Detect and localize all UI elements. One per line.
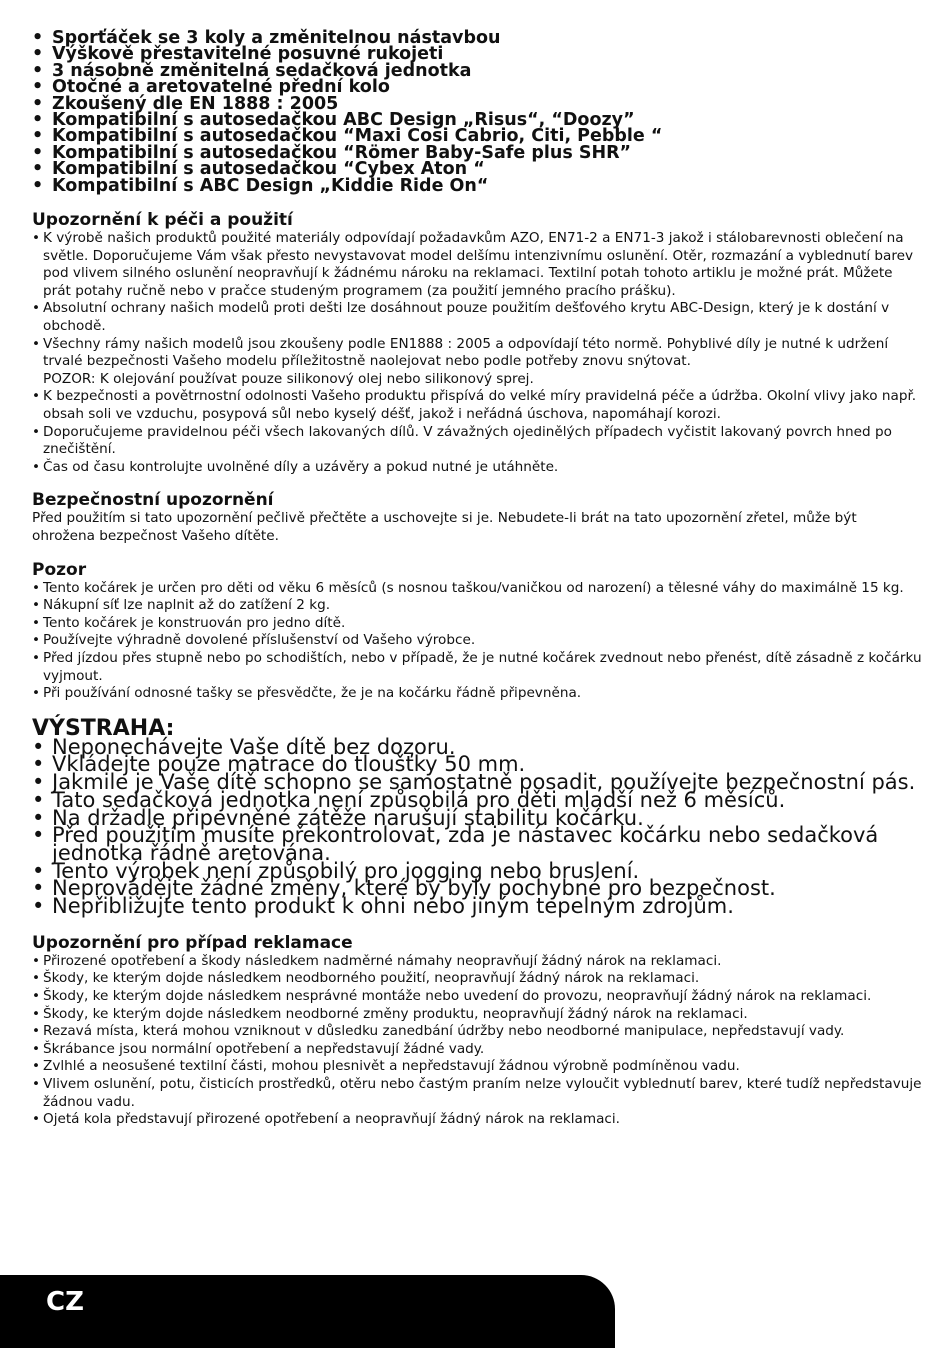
feature-item: • Kompatibilní s autosedačkou “Cybex Aton “	[32, 161, 922, 177]
pozor-section	[32, 560, 922, 703]
claims-heading: Upozornění pro případ reklamace	[32, 932, 353, 953]
language-tab	[0, 1275, 615, 1348]
feature-item: • Sporťáček se 3 koly a změnitelnou nástavbou	[32, 30, 922, 46]
claims-item: • Zvlhlé a neosušené textilní části, mohou plesnivět a nepředstavují žádnou výrobně podmíněnou vadu.	[32, 1058, 922, 1076]
care-section	[32, 210, 922, 476]
safety-text: Před použitím si tato upozornění pečlivě přečtěte a uschovejte si je. Nebudete-li brát na tato upozornění zřetel, může být ohrožena bezpečnost Vašeho dítěte.	[32, 510, 857, 544]
care-list	[32, 230, 922, 476]
feature-item: • Kompatibilní s autosedačkou “Römer Baby-Safe plus SHR”	[32, 145, 922, 161]
claims-item: • Rezavá místa, která mohou vzniknout v důsledku zanedbání údržby nebo neodborné manipulace, nepředstavují vady.	[32, 1023, 922, 1041]
warning-item: • Před použitím musíte překontrolovat, zda je nástavec kočárku nebo sedačková jednotka řádně aretována.	[32, 827, 922, 862]
pozor-item: • Před jízdou přes stupně nebo po schodištích, nebo v případě, že je nutné kočárek zvednout nebo přenést, dítě zásadně z kočárku vyjmout.	[32, 650, 922, 685]
claims-section	[32, 933, 922, 1129]
care-item: • Doporučujeme pravidelnou péči všech lakovaných dílů. V závažných ojedinělých případech vyčistit lakovaný povrch hned po znečištění.	[32, 424, 922, 459]
pozor-item: • Nákupní síť lze naplnit až do zatížení 2 kg.	[32, 597, 922, 615]
language-code: CZ	[46, 1287, 84, 1317]
care-item	[32, 336, 922, 389]
pozor-item: • Tento kočárek je určen pro děti od věku 6 měsíců (s nosnou taškou/vaničkou od narození) a tělesné váhy do maximálně 15 kg.	[32, 580, 922, 598]
claims-item: • Škody, ke kterým dojde následkem nesprávné montáže nebo uvedení do provozu, neopravňují žádný nárok na reklamaci.	[32, 988, 922, 1006]
pozor-item: • Používejte výhradně dovolené příslušenství od Vašeho výrobce.	[32, 632, 922, 650]
manual-page	[32, 30, 922, 1129]
warning-item: • Neponechávejte Vaše dítě bez dozoru.	[32, 739, 922, 757]
feature-item: • Zkoušený dle EN 1888 : 2005	[32, 96, 922, 112]
warning-heading: VÝSTRAHA:	[32, 715, 175, 741]
claims-item: • Škrábance jsou normální opotřebení a nepředstavují žádné vady.	[32, 1041, 922, 1059]
claims-item: • Škody, ke kterým dojde následkem neodborné změny produktu, neopravňují žádný nárok na reklamaci.	[32, 1006, 922, 1024]
care-heading: Upozornění k péči a použití	[32, 210, 293, 231]
feature-item: • Kompatibilní s autosedačkou ABC Design „Risus“, “Doozy”	[32, 112, 922, 128]
care-item: • Čas od času kontrolujte uvolněné díly a uzávěry a pokud nutné je utáhněte.	[32, 459, 922, 477]
safety-heading: Bezpečnostní upozornění	[32, 490, 274, 511]
safety-section	[32, 490, 922, 545]
feature-item: • 3 násobně změnitelná sedačková jednotka	[32, 63, 922, 79]
warning-item: • Neprovádějte žádné změny, které by byly pochybné pro bezpečnost.	[32, 880, 922, 898]
pozor-heading: Pozor	[32, 559, 87, 580]
claims-item: • Vlivem oslunění, potu, čisticích prostředků, otěru nebo častým praním nelze vyloučit vyblednutí barev, které tudíž nepředstavuje žádnou vadu.	[32, 1076, 922, 1111]
feature-item: • Výškově přestavitelné posuvné rukojeti	[32, 46, 922, 62]
feature-item: • Kompatibilní s autosedačkou “Maxi Cosi Cabrio, Citi, Pebble “	[32, 128, 922, 144]
feature-item: • Otočné a aretovatelné přední kolo	[32, 79, 922, 95]
care-item: • K bezpečnosti a povětrnostní odolnosti Vašeho produktu přispívá do velké míry pravidelná péče a údržba. Okolní vlivy jako např. obsah soli ve vzduchu, posypová sůl nebo kyselý déšť, jakož i neřádná úschova, napomáhají korozi.	[32, 388, 922, 423]
warning-item: • Nepřibližujte tento produkt k ohni nebo jiným tepelným zdrojům.	[32, 898, 922, 916]
pozor-item: • Při používání odnosné tašky se přesvědčte, že je na kočárku řádně připevněna.	[32, 685, 922, 703]
feature-item: • Kompatibilní s ABC Design „Kiddie Ride On“	[32, 178, 922, 194]
claims-item: • Škody, ke kterým dojde následkem neodborného použití, neopravňují žádný nárok na reklamaci.	[32, 970, 922, 988]
pozor-item: • Tento kočárek je konstruován pro jedno dítě.	[32, 615, 922, 633]
warning-item: • Vkládejte pouze matrace do tloušťky 50 mm.	[32, 756, 922, 774]
pozor-list	[32, 580, 922, 703]
claims-item: • Ojetá kola představují přirozené opotřebení a neopravňují žádný nárok na reklamaci.	[32, 1111, 922, 1129]
claims-list	[32, 953, 922, 1129]
oil-note: POZOR: K olejování používat pouze silikonový olej nebo silikonový sprej.	[43, 370, 534, 387]
care-item: • K výrobě našich produktů použité materiály odpovídají požadavkům AZO, EN71-2 a EN71-3 jakož i stálobarevnosti oblečení na světle. Doporučujeme Vám však přesto nevystavovat model delšímu intenzivnímu oslunění. Otěr, rozmazání a vyblednutí barev pod vlivem silného oslunění neopravňují k žádnému nároku na reklamaci. Textilní potah tohoto artiklu je možné prát. Můžete prát potahy ručně nebo v pračce studeným programem (za použití jemného pracího prášku).	[32, 230, 922, 300]
claims-item: • Přirozené opotřebení a škody následkem nadměrné námahy neopravňují žádný nárok na reklamaci.	[32, 953, 922, 971]
feature-list	[32, 30, 922, 194]
care-item-text: Všechny rámy našich modelů jsou zkoušeny podle EN1888 : 2005 a odpovídají této normě. Pohyblivé díly je nutné k udržení trvalé bezpečnosti Vašeho modelu příležitostně naolejovat nebo podle potřeby znovu snýtovat.	[43, 335, 889, 370]
warning-item: • Tento výrobek není způsobilý pro jogging nebo bruslení.	[32, 863, 922, 881]
care-item: • Absolutní ochrany našich modelů proti dešti lze dosáhnout pouze použitím dešťového krytu ABC-Design, který je k dostání v obchodě.	[32, 300, 922, 335]
warning-item: • Na držadle připevněné zátěže narušují stabilitu kočárku.	[32, 810, 922, 828]
warning-item: • Tato sedačková jednotka není způsobilá pro děti mladší než 6 měsíců.	[32, 792, 922, 810]
warning-list	[32, 734, 922, 919]
warning-item: • Jakmile je Vaše dítě schopno se samostatně posadit, používejte bezpečnostní pás.	[32, 774, 922, 792]
warning-section	[32, 715, 922, 919]
